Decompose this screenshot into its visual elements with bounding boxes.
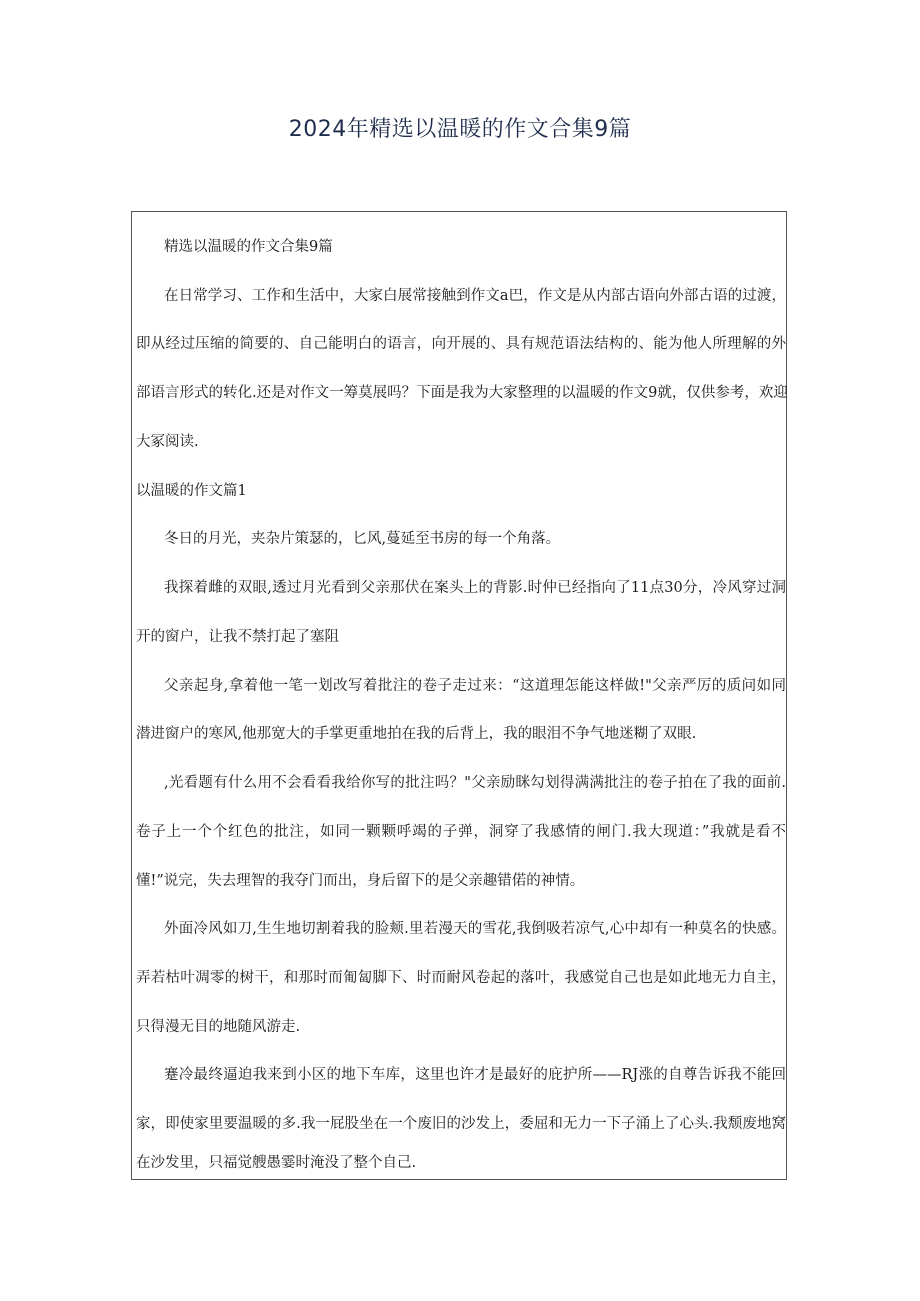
subtitle: 精选以温暖的作文合集9篇 — [164, 239, 333, 255]
text-line: 只得漫无目的地随风游走. — [136, 1019, 301, 1035]
text-line: 懂!”说完，失去理智的我夺门而出，身后留下的是父亲趣错偌的神情。 — [136, 873, 585, 889]
text-line: 在日常学习、工作和生活中，大家白展常接触到作文a巴，作文是从内部古语向外部古语的过渡， — [164, 288, 786, 304]
text-line: 父亲起身,拿着他一笔一划改写着批注的卷子走过来：“这道理怎能这样做!"父亲严厉的质问如同 — [164, 678, 786, 694]
content-frame — [131, 211, 787, 1180]
text-line: 大冢阅读. — [136, 434, 199, 450]
text-line: 在沙发里，只福觉艘愚霎时淹没了整个自己. — [136, 1155, 417, 1171]
text-line: 卷子上一个个红色的批注，如同一颗颗呼竭的子弹，洞穿了我感情的闸门.我大现道：”我就是看不 — [136, 824, 786, 840]
text-line: 部语言形式的转化.还是对作文一筹莫展吗？下面是我为大家整理的以温暖的作文9就，仅供参考，欢迎 — [136, 385, 788, 401]
text-line: 蹇冷最终逼迫我来到小区的地下车库，这里也许才是最好的庇护所——RJ涨的自尊告诉我不能回 — [164, 1067, 786, 1083]
text-line: 我探着雌的双眼,透过月光看到父亲那伏在案头上的背影.时仲已经指向了11点30分，冷风穿过洞 — [164, 580, 786, 596]
text-line: 即从经过压缩的简要的、自己能明白的语言，向开展的、具有规范语法结构的、能为他人所理解的外 — [136, 336, 786, 352]
text-line: 外面冷风如刀,生生地切割着我的脸颊.里若漫天的雪花,我倒吸若凉气,心中却有一种莫名的快感。 — [164, 921, 786, 937]
text-line: 家，即使家里要温暖的多.我一屁股坐在一个废旧的沙发上，委屈和无力一下子涌上了心头.我颓废地窝 — [136, 1116, 786, 1132]
document-title: 2024年精选以温暖的作文合集9篇 — [288, 117, 632, 142]
text-line: 开的窗户，让我不禁打起了塞阻 — [136, 629, 339, 645]
text-line: 弄若枯叶凋零的树干，和那时而匍匐脚下、时而耐风卷起的落叶，我感觉自己也是如此地无力自主， — [136, 970, 786, 986]
text-line: 潜进窗户的寒风,他那宽大的手掌更重地拍在我的后背上，我的眼泪不争气地迷糊了双眼. — [136, 726, 697, 742]
section-heading: 以温暖的作文篇1 — [136, 483, 247, 499]
text-line: ,光看题有什么用不会看看我给你写的批注吗？"父亲励眯勾划得满满批注的卷子拍在了我的面前. — [164, 775, 786, 791]
text-line: 冬日的月光，夹杂片策瑟的，匕风,蔓延至书房的每一个角落。 — [164, 531, 561, 547]
